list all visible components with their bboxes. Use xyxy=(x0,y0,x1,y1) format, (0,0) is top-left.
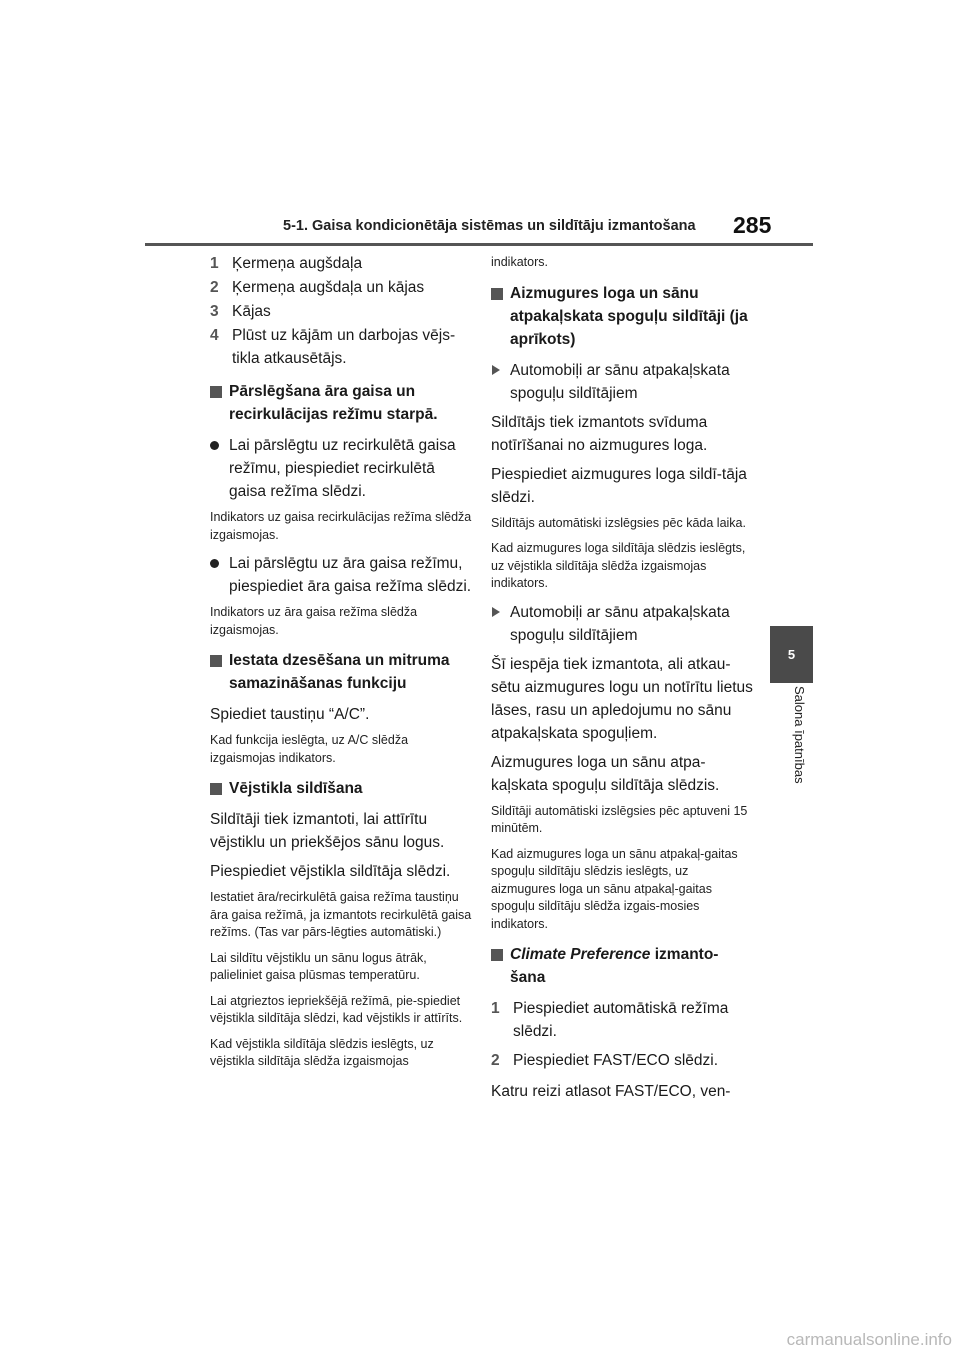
list-text: Piespiediet automātiskā režīma slēdzi. xyxy=(513,1000,729,1040)
note-text: Sildītāji automātiski izslēgsies pēc aptuveni 15 minūtēm. xyxy=(491,803,748,835)
square-bullet-icon xyxy=(210,783,222,795)
note-text: Lai atgrieztos iepriekšējā režīmā, pie-spiediet vējstikla sildītāja slēdzi, kad vējstikls ir attīrīts. xyxy=(210,993,463,1025)
triangle-bullet-icon xyxy=(492,365,500,375)
arrow-item xyxy=(491,601,753,647)
list-text: Ķermeņa augšdaļa xyxy=(232,255,363,272)
list-item xyxy=(210,324,472,370)
body-paragraph: Piespiediet vējstikla sildītāja slēdzi. xyxy=(210,863,451,880)
note-text: Kad funkcija ieslēgta, uz A/C slēdža izgaismojas indikators. xyxy=(210,733,409,765)
dot-bullet-icon xyxy=(210,441,219,450)
note-text: Indikators uz āra gaisa režīma slēdža izgaismojas. xyxy=(210,605,418,637)
list-item xyxy=(210,252,472,275)
arrow-item xyxy=(491,359,753,405)
note-text: indikators. xyxy=(491,255,548,269)
square-bullet-icon xyxy=(210,655,222,667)
list-number: 2 xyxy=(210,279,219,296)
chapter-label: Salona īpatnības xyxy=(792,686,807,784)
chapter-number: 5 xyxy=(787,647,796,662)
body-paragraph: Sildītājs tiek izmantots svīduma notīrīšanai no aizmugures loga. xyxy=(491,413,708,454)
body-paragraph: Aizmugures loga un sānu atpa-kaļskata spoguļu sildītāja slēdzis. xyxy=(491,753,720,794)
list-number: 4 xyxy=(210,327,219,344)
body-paragraph: Piespiediet aizmugures loga sildī-tāja slēdzi. xyxy=(491,465,747,506)
page-number: 285 xyxy=(733,212,772,238)
body-paragraph: Spiediet taustiņu “A/C”. xyxy=(210,706,370,723)
square-bullet-icon xyxy=(210,386,222,398)
section-heading-text: izmanto-šana xyxy=(510,946,719,986)
bullet-item xyxy=(210,552,472,598)
body-paragraph: Sildītāji tiek izmantoti, lai attīrītu vējstiklu un priekšējos sānu logus. xyxy=(210,811,445,851)
dot-bullet-icon xyxy=(210,559,219,568)
section-heading-text: Iestata dzesēšana un mitruma samazināšanas funkciju xyxy=(229,652,450,692)
note-text: Kad aizmugures loga un sānu atpakaļ-gaitas spoguļu sildītāju slēdzis ieslēgts, uz aizmugures loga un sānu atpakaļ-gaitas spoguļu sildītāju slēdža izgais-mosies indikators. xyxy=(491,846,738,931)
right-column xyxy=(491,252,753,1109)
section-heading xyxy=(491,943,753,989)
triangle-bullet-icon xyxy=(492,607,500,617)
list-number: 1 xyxy=(210,255,219,272)
list-item xyxy=(210,276,472,299)
note-text: Iestatiet āra/recirkulētā gaisa režīma taustiņu āra gaisa režīmā, ja izmantots recirkulētā gaisa režīms. (Tas var pārs-lēgties automātiski.) xyxy=(210,890,472,939)
watermark-text: carmanualsonline.info xyxy=(786,1330,952,1349)
note-text: Sildītājs automātiski izslēgsies pēc kāda laika. xyxy=(491,515,746,530)
square-bullet-icon xyxy=(491,949,503,961)
section-heading-emphasis: Climate Preference xyxy=(510,946,651,963)
list-number: 1 xyxy=(491,1000,500,1017)
arrow-text: Automobiļi ar sānu atpakaļskata spoguļu sildītājiem xyxy=(510,603,730,644)
section-heading-text: Aizmugures loga un sānu atpakaļskata spoguļu sildītāji (ja aprīkots) xyxy=(510,284,748,348)
section-heading xyxy=(491,282,753,351)
body-paragraph: Katru reizi atlasot FAST/ECO, ven- xyxy=(491,1083,731,1100)
list-text: Kājas xyxy=(232,303,271,320)
list-number: 2 xyxy=(491,1052,500,1069)
note-text: Kad aizmugures loga sildītāja slēdzis ieslēgts, uz vējstikla sildītāja slēdža izgaismojas indikators. xyxy=(491,541,746,590)
bullet-text: Lai pārslēgtu uz recirkulētā gaisa režīmu, piespiediet recirkulētā gaisa režīma slēdzi. xyxy=(229,437,456,500)
left-column xyxy=(210,252,472,1079)
list-text: Plūst uz kājām un darbojas vējs-tikla atkausētājs. xyxy=(232,327,456,367)
body-paragraph: Šī iespēja tiek izmantota, ali atkau-sētu aizmugures logu un notīrītu lietus lāses, rasu un apledojumu no sānu atpakaļskata spoguļiem. xyxy=(491,655,753,742)
list-number: 3 xyxy=(210,303,219,320)
note-text: Indikators uz gaisa recirkulācijas režīma slēdža izgaismojas. xyxy=(210,510,472,542)
bullet-item xyxy=(210,434,472,503)
list-text: Ķermeņa augšdaļa un kājas xyxy=(232,279,425,296)
list-text: Piespiediet FAST/ECO slēdzi. xyxy=(513,1052,719,1069)
section-heading xyxy=(210,777,472,800)
note-text: Kad vējstikla sildītāja slēdzis ieslēgts, uz vējstikla sildītāja slēdža izgaismojas xyxy=(210,1036,434,1068)
arrow-text: Automobiļi ar sānu atpakaļskata spoguļu sildītājiem xyxy=(510,361,730,402)
list-item xyxy=(491,997,753,1043)
list-item xyxy=(491,1049,753,1072)
chapter-tab[interactable] xyxy=(770,626,813,683)
list-item xyxy=(210,300,472,323)
bullet-text: Lai pārslēgtu uz āra gaisa režīmu, piespiediet āra gaisa režīma slēdzi. xyxy=(229,555,472,595)
note-text: Lai sildītu vējstiklu un sānu logus ātrāk, palieliniet gaisa plūsmas temperatūru. xyxy=(210,950,427,982)
header-divider xyxy=(145,243,813,246)
section-heading xyxy=(210,380,472,426)
section-title: 5-1. Gaisa kondicionētāja sistēmas un sildītāju izmantošana xyxy=(283,218,696,234)
section-heading-text: Vējstikla sildīšana xyxy=(229,780,363,797)
section-heading xyxy=(210,649,472,695)
section-heading-text: Pārslēgšana āra gaisa un recirkulācijas režīmu starpā. xyxy=(229,383,438,423)
square-bullet-icon xyxy=(491,288,503,300)
